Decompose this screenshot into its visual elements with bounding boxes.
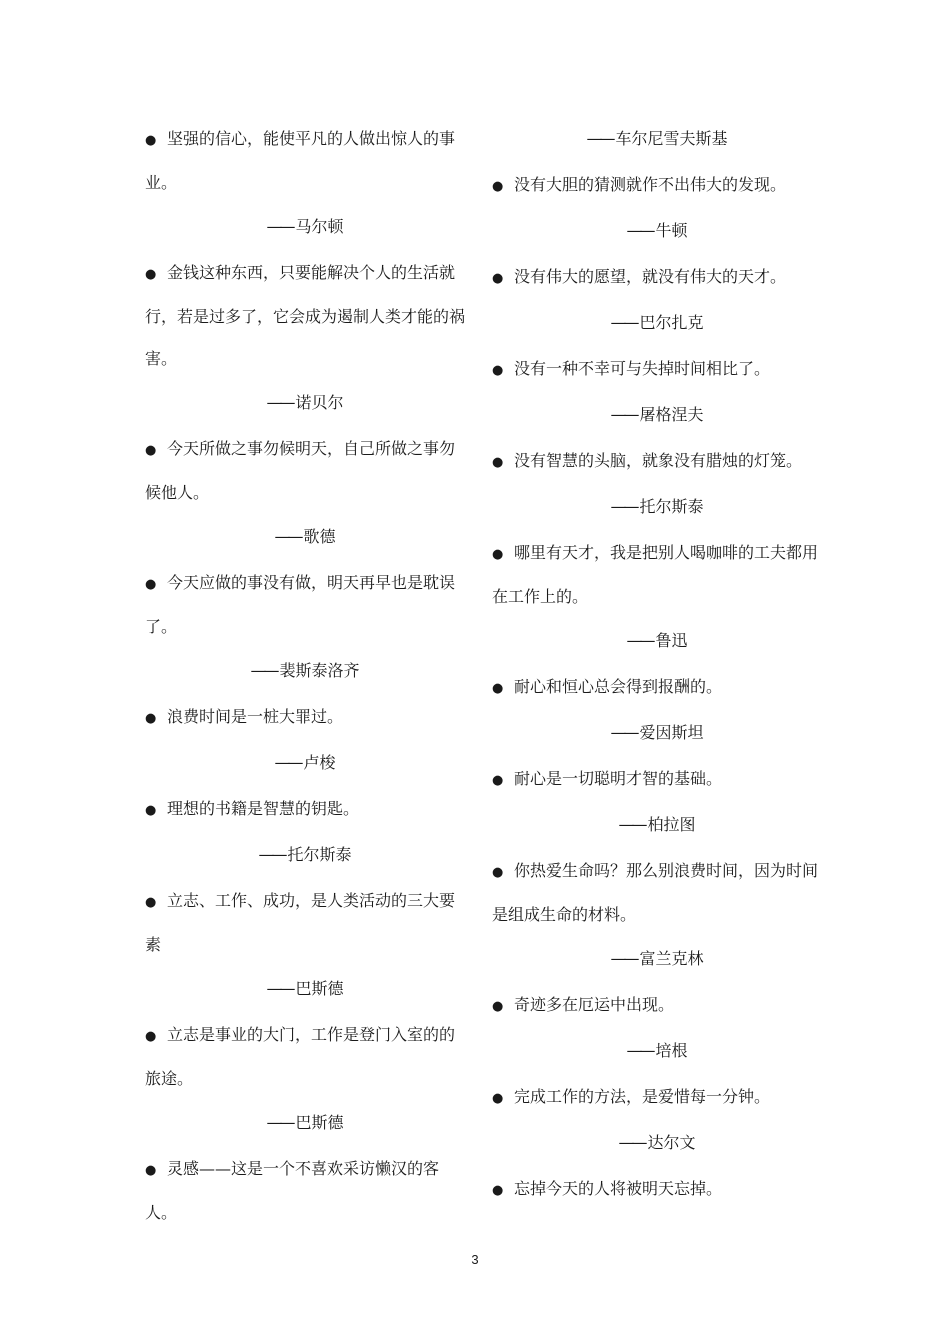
author-dash: —— <box>626 1041 653 1060</box>
bullet-icon: ● <box>145 1163 157 1178</box>
author-name: 培根 <box>655 1041 688 1060</box>
quote-text: 金钱这种东西，只要能解决个人的生活就行，若是过多了，它会成为遏制人类才能的祸害。 <box>145 263 466 368</box>
bullet-icon: ● <box>492 363 504 378</box>
author-dash: —— <box>266 217 293 236</box>
left-quote-column <box>145 118 465 1236</box>
author-name: 卢梭 <box>303 753 336 772</box>
quote-author <box>145 1102 465 1144</box>
quote-item <box>145 880 465 966</box>
quote-item <box>145 428 465 514</box>
bullet-icon: ● <box>492 179 504 194</box>
bullet-icon: ● <box>145 133 157 148</box>
bullet-icon: ● <box>492 773 504 788</box>
quote-author <box>492 712 822 754</box>
quote-item <box>492 256 822 300</box>
bullet-icon: ● <box>145 443 157 458</box>
quote-text: 立志、工作、成功，是人类活动的三大要素 <box>145 891 456 954</box>
author-name: 巴尔扎克 <box>639 313 704 332</box>
quote-text: 没有伟大的愿望，就没有伟大的天才。 <box>514 267 787 286</box>
bullet-icon: ● <box>492 547 504 562</box>
quote-author <box>492 302 822 344</box>
quote-text: 奇迹多在厄运中出现。 <box>514 995 675 1014</box>
quote-author <box>145 834 465 876</box>
quote-text: 完成工作的方法，是爱惜每一分钟。 <box>514 1087 771 1106</box>
quote-author <box>492 1030 822 1072</box>
author-dash: —— <box>618 1133 645 1152</box>
author-dash: —— <box>626 221 653 240</box>
bullet-icon: ● <box>145 711 157 726</box>
bullet-icon: ● <box>145 267 157 282</box>
bullet-icon: ● <box>492 865 504 880</box>
author-dash: —— <box>626 631 653 650</box>
author-dash: —— <box>586 129 613 148</box>
quote-author <box>145 968 465 1010</box>
bullet-icon: ● <box>492 999 504 1014</box>
bullet-icon: ● <box>492 271 504 286</box>
quote-item <box>145 252 465 380</box>
quote-item <box>145 788 465 832</box>
author-name: 托尔斯泰 <box>287 845 352 864</box>
author-dash: —— <box>610 313 637 332</box>
author-name: 鲁迅 <box>655 631 688 650</box>
quote-author <box>492 1122 822 1164</box>
quote-text: 没有智慧的头脑，就象没有腊烛的灯笼。 <box>514 451 803 470</box>
author-dash: —— <box>610 497 637 516</box>
quote-item <box>145 562 465 648</box>
quote-item <box>492 758 822 802</box>
quote-item <box>492 1076 822 1120</box>
quote-text: 今天所做之事勿候明天，自己所做之事勿候他人。 <box>145 439 456 502</box>
author-name: 屠格涅夫 <box>639 405 704 424</box>
quote-text: 忘掉今天的人将被明天忘掉。 <box>514 1179 723 1198</box>
quote-item <box>492 666 822 710</box>
quote-text: 耐心和恒心总会得到报酬的。 <box>514 677 723 696</box>
quote-author <box>492 118 822 160</box>
quote-item <box>145 1148 465 1234</box>
quote-author <box>492 620 822 662</box>
bullet-icon: ● <box>492 681 504 696</box>
bullet-icon: ● <box>492 1183 504 1198</box>
author-name: 诺贝尔 <box>295 393 344 412</box>
author-name: 巴斯德 <box>295 979 344 998</box>
quote-item <box>145 118 465 204</box>
bullet-icon: ● <box>145 803 157 818</box>
author-name: 柏拉图 <box>647 815 696 834</box>
quote-author <box>492 486 822 528</box>
author-name: 牛顿 <box>655 221 688 240</box>
quote-author <box>145 516 465 558</box>
quote-author <box>145 742 465 784</box>
author-dash: —— <box>250 661 277 680</box>
author-name: 车尔尼雪夫斯基 <box>615 129 728 148</box>
quote-author <box>145 382 465 424</box>
author-name: 裴斯泰洛齐 <box>279 661 360 680</box>
bullet-icon: ● <box>492 455 504 470</box>
bullet-icon: ● <box>145 577 157 592</box>
quote-author <box>145 650 465 692</box>
quote-item <box>492 984 822 1028</box>
author-dash: —— <box>266 393 293 412</box>
author-dash: —— <box>266 979 293 998</box>
bullet-icon: ● <box>145 895 157 910</box>
author-name: 达尔文 <box>647 1133 696 1152</box>
author-name: 爱因斯坦 <box>639 723 704 742</box>
quote-text: 没有大胆的猜测就作不出伟大的发现。 <box>514 175 787 194</box>
quote-item <box>492 164 822 208</box>
quote-text: 没有一种不幸可与失掉时间相比了。 <box>514 359 771 378</box>
quote-item <box>492 850 822 936</box>
bullet-icon: ● <box>145 1029 157 1044</box>
author-dash: —— <box>610 723 637 742</box>
quote-text: 你热爱生命吗？那么别浪费时间，因为时间是组成生命的材料。 <box>492 861 819 924</box>
quote-author <box>492 210 822 252</box>
quote-item <box>492 348 822 392</box>
author-name: 富兰克林 <box>639 949 704 968</box>
author-name: 马尔顿 <box>295 217 344 236</box>
quote-item <box>492 532 822 618</box>
author-dash: —— <box>610 949 637 968</box>
quote-text: 浪费时间是一桩大罪过。 <box>167 707 344 726</box>
quote-text: 今天应做的事没有做，明天再早也是耽误了。 <box>145 573 456 636</box>
author-dash: —— <box>274 753 301 772</box>
quote-item <box>145 1014 465 1100</box>
quote-text: 耐心是一切聪明才智的基础。 <box>514 769 723 788</box>
author-name: 托尔斯泰 <box>639 497 704 516</box>
page-number: 3 <box>471 1252 479 1267</box>
author-name: 歌德 <box>303 527 336 546</box>
author-dash: —— <box>274 527 301 546</box>
bullet-icon: ● <box>492 1091 504 1106</box>
quote-item <box>492 440 822 484</box>
quote-item <box>145 696 465 740</box>
author-dash: —— <box>266 1113 293 1132</box>
quote-author <box>492 938 822 980</box>
quote-item <box>492 1168 822 1212</box>
quote-author <box>492 394 822 436</box>
author-dash: —— <box>258 845 285 864</box>
quote-text: 哪里有天才，我是把别人喝咖啡的工夫都用在工作上的。 <box>492 543 819 606</box>
quote-text: 理想的书籍是智慧的钥匙。 <box>167 799 360 818</box>
quote-text: 灵感——这是一个不喜欢采访懒汉的客人。 <box>145 1159 440 1222</box>
quote-author <box>145 206 465 248</box>
right-quote-column <box>492 118 822 1214</box>
author-dash: —— <box>610 405 637 424</box>
author-dash: —— <box>618 815 645 834</box>
quote-text: 立志是事业的大门，工作是登门入室的的旅途。 <box>145 1025 456 1088</box>
quote-text: 坚强的信心，能使平凡的人做出惊人的事业。 <box>145 129 456 192</box>
author-name: 巴斯德 <box>295 1113 344 1132</box>
quote-author <box>492 804 822 846</box>
